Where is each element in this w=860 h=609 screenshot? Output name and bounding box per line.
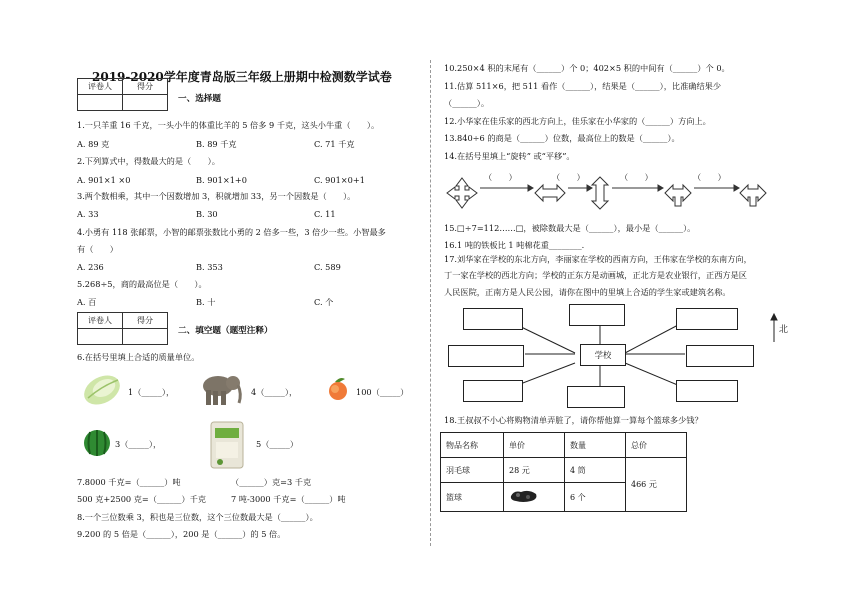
watermelon-image xyxy=(82,428,112,458)
column-divider xyxy=(430,60,431,546)
map-box-east[interactable] xyxy=(686,345,754,367)
q7-line2a: 500 克+2500 克=（______）千克 xyxy=(77,494,207,504)
q16-stem: 16.1 吨的铁板比 1 吨棉花重________. xyxy=(444,240,585,250)
q6-cabbage-blank[interactable]: 1（_____）， xyxy=(128,387,175,397)
q8-stem: 8.一个三位数乘 3，积也是三位数，这个三位数最大是（______）。 xyxy=(77,512,318,522)
row-1-item: 羽毛球 xyxy=(441,458,504,483)
elephant-image xyxy=(198,372,244,408)
map-box-northeast[interactable] xyxy=(676,308,738,330)
school-box: 学校 xyxy=(580,344,626,366)
q4-option-b[interactable]: B. 353 xyxy=(196,262,223,272)
score-cell[interactable] xyxy=(123,329,168,345)
q3-option-b[interactable]: B. 30 xyxy=(196,209,218,219)
section-heading-fill: 二、填空题（题型注释） xyxy=(178,326,273,336)
q17-line2: 丁一家在学校的西北方向；学校的正东方是动画城，正北方是农业银行，正西方是区 xyxy=(444,270,747,280)
q1-stem: 1.一只羊重 16 千克，一头小牛的体重比羊的 5 倍多 9 千克，这头小牛重（ ）。 xyxy=(77,120,380,130)
header-total: 总价 xyxy=(626,433,687,458)
q5-option-a[interactable]: A. 百 xyxy=(77,297,97,307)
q4-stem-line2: 有（ ） xyxy=(77,244,118,254)
q1-option-c[interactable]: C. 71 千克 xyxy=(314,139,355,149)
map-box-west[interactable] xyxy=(448,345,524,367)
q14-stem: 14.在括号里填上“旋转” 或“平移”。 xyxy=(444,151,575,161)
q10-stem: 10.250×4 积的末尾有（______）个 0；402×5 积的中间有（______）个 0。 xyxy=(444,63,730,73)
q17-line1: 17.刘华家在学校的东北方向，李丽家在学校的西南方向，王伟家在学校的东南方向， xyxy=(444,254,752,264)
page-title: 2019-2020学年度青岛版三年级上册期中检测数学试卷 xyxy=(92,70,392,84)
score-box-1 xyxy=(77,78,168,111)
q14-blank-3[interactable]: （ ） xyxy=(620,172,653,182)
q5-stem: 5.268÷5，商的最高位是（ ）。 xyxy=(77,279,207,289)
section-heading-choice: 一、选择题 xyxy=(178,94,221,104)
q7-line1b: （______）克=3 千克 xyxy=(231,477,312,487)
header-item: 物品名称 xyxy=(441,433,504,458)
q3-option-a[interactable]: A. 33 xyxy=(77,209,99,219)
q17-line3: 人民医院，正南方是人民公园，请你在图中的里填上合适的学生家或建筑名称。 xyxy=(444,287,731,297)
q2-option-c[interactable]: C. 901×0+1 xyxy=(314,175,365,185)
rice-bag-image xyxy=(207,418,247,470)
q6-peach-blank[interactable]: 100（_____） xyxy=(356,387,409,397)
q11-stem-line2: （______）。 xyxy=(444,98,490,108)
score-cell[interactable] xyxy=(123,95,168,111)
q5-option-b[interactable]: B. 十 xyxy=(196,297,216,307)
row-2-price-smudge xyxy=(504,483,565,512)
map-box-southwest[interactable] xyxy=(463,380,523,402)
score-label: 得分 xyxy=(123,313,168,329)
north-label: 北 xyxy=(779,325,789,335)
q6-elephant-blank[interactable]: 4（_____）， xyxy=(251,387,298,397)
q1-option-b[interactable]: B. 89 千克 xyxy=(196,139,237,149)
q3-stem: 3.两个数相乘，其中一个因数增加 3，积就增加 33，另一个因数是（ ）。 xyxy=(77,191,356,201)
grader-cell[interactable] xyxy=(78,329,123,345)
q2-stem: 2.下列算式中，得数最大的是（ ）。 xyxy=(77,156,220,166)
q15-stem: 15.□÷7=112……□，被除数最大是（______），最小是（______）。 xyxy=(444,223,696,233)
q6-watermelon-blank[interactable]: 3（_____）， xyxy=(115,439,162,449)
q14-blank-2[interactable]: （ ） xyxy=(552,172,585,182)
row-1-quantity: 4 筒 xyxy=(565,458,626,483)
q13-stem: 13.840÷6 的商是（______）位数，最高位上的数是（______）。 xyxy=(444,133,680,143)
q4-option-c[interactable]: C. 589 xyxy=(314,262,341,272)
grader-label: 评卷人 xyxy=(78,313,123,329)
cabbage-image xyxy=(80,372,124,408)
q7-line1a: 7.8000 千克=（______）吨 xyxy=(77,477,181,487)
q2-option-a[interactable]: A. 901×1 ×0 xyxy=(77,175,131,185)
q9-stem: 9.200 的 5 倍是（______），200 是（______）的 5 倍。 xyxy=(77,529,286,539)
q5-option-c[interactable]: C. 个 xyxy=(314,297,334,307)
q6-stem: 6.在括号里填上合适的质量单位。 xyxy=(77,352,200,362)
q7-line2b: 7 吨-3000 千克=（______）吨 xyxy=(231,494,346,504)
shape-4 xyxy=(665,185,691,206)
map-box-northwest[interactable] xyxy=(463,308,523,330)
row-1-price: 28 元 xyxy=(504,458,565,483)
total-price: 466 元 xyxy=(626,458,687,512)
peach-image xyxy=(326,376,350,402)
q14-blank-4[interactable]: （ ） xyxy=(693,172,726,182)
row-2-quantity: 6 个 xyxy=(565,483,626,512)
q3-option-c[interactable]: C. 11 xyxy=(314,209,336,219)
q12-stem: 12.小华家在佳乐家的西北方向上，佳乐家在小华家的（______）方向上。 xyxy=(444,116,711,126)
grader-cell[interactable] xyxy=(78,95,123,111)
shape-5 xyxy=(740,185,766,206)
ink-smudge-icon xyxy=(509,488,539,504)
q6-rice-blank[interactable]: 5（_____） xyxy=(256,439,299,449)
row-2-item: 篮球 xyxy=(441,483,504,512)
map-box-southeast[interactable] xyxy=(676,380,738,402)
shape-2 xyxy=(535,185,565,201)
q18-stem: 18.王叔叔不小心将购物清单弄脏了，请你帮他算一算每个篮球多少钱？ xyxy=(444,415,703,425)
q14-blank-1[interactable]: （ ） xyxy=(484,172,517,182)
score-box-2 xyxy=(77,312,168,345)
grader-label: 评卷人 xyxy=(78,79,123,95)
header-quantity: 数量 xyxy=(565,433,626,458)
map-box-south[interactable] xyxy=(567,386,625,408)
q4-stem-line1: 4.小勇有 118 张邮票，小智的邮票张数比小勇的 2 倍多一些，3 倍少一些。小智最多 xyxy=(77,227,386,237)
shape-1 xyxy=(447,178,477,208)
q2-option-b[interactable]: B. 901×1+0 xyxy=(196,175,247,185)
q11-stem-line1: 11.估算 511×6，把 511 看作（______），结果是（______），比准确结果少 xyxy=(444,81,722,91)
q4-option-a[interactable]: A. 236 xyxy=(77,262,104,272)
map-box-north[interactable] xyxy=(569,304,625,326)
shape-3 xyxy=(592,177,608,209)
header-unit-price: 单价 xyxy=(504,433,565,458)
score-label: 得分 xyxy=(123,79,168,95)
q18-price-table xyxy=(440,432,687,512)
q1-option-a[interactable]: A. 89 克 xyxy=(77,139,110,149)
